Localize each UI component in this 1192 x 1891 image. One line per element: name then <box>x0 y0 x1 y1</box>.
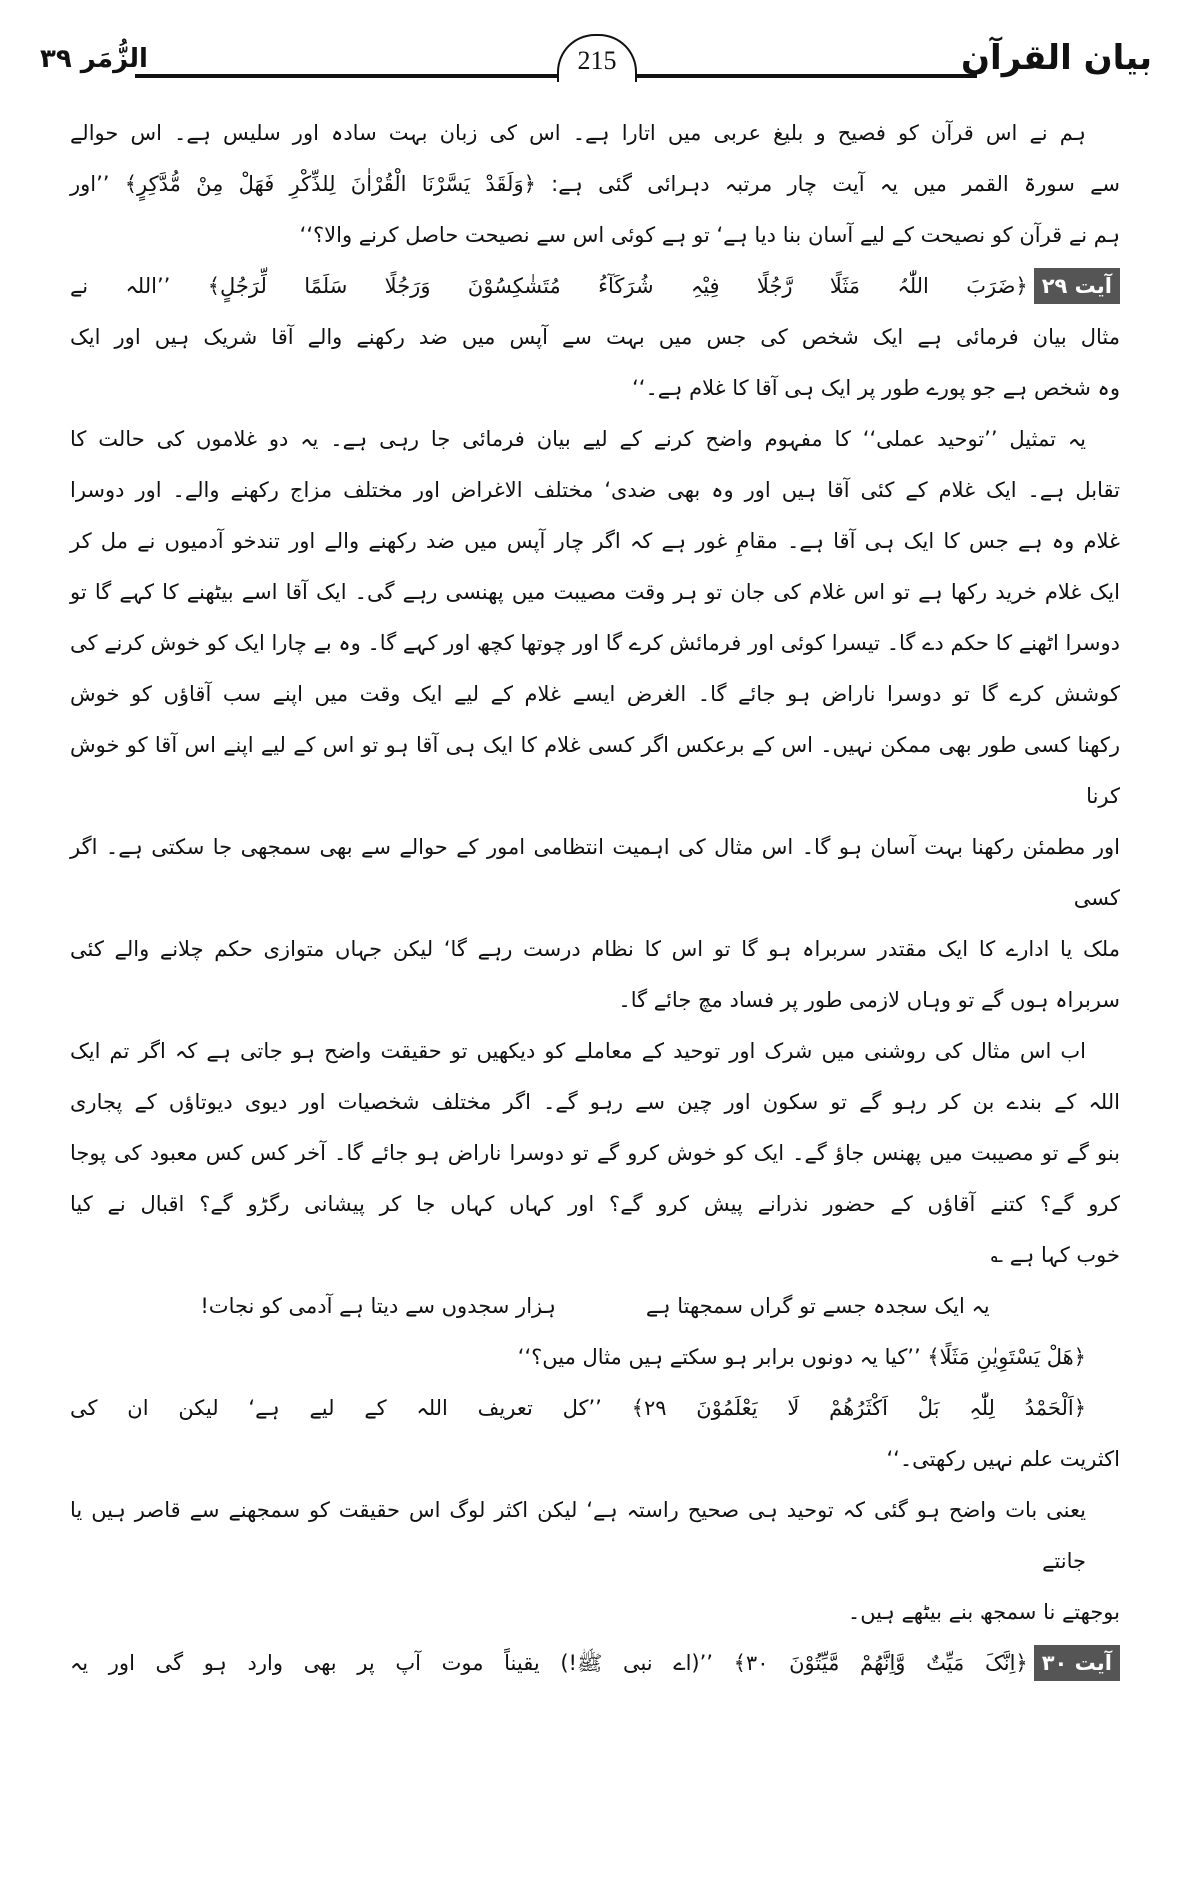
text-line <box>70 312 1120 363</box>
text-line <box>70 1332 1120 1383</box>
text-line <box>70 159 1120 210</box>
line-text: رکھنا کسی طور بھی ممکن نہیں۔ اس کے برعکس اگر کسی غلام کا ایک ہی آقا ہو تو اس کے لیے اپنے اس آقا کو خوش کرنا <box>70 733 1120 808</box>
line-text: ایک غلام خرید رکھا ہے تو اس غلام کی جان تو ہر وقت مصیبت میں پھنسی رہے گی۔ ایک آقا اسے بیٹھنے کا کہے گا تو <box>70 580 1120 604</box>
text-line <box>70 1077 1120 1128</box>
text-line <box>70 720 1120 822</box>
surah-name: الزُّمَر ۳۹ <box>40 44 148 74</box>
line-text: سربراہ ہوں گے تو وہاں لازمی طور پر فساد مچ جائے گا۔ <box>618 988 1120 1012</box>
text-line <box>70 975 1120 1026</box>
line-text: وہ شخص ہے جو پورے طور پر ایک ہی آقا کا غلام ہے۔‘‘ <box>632 376 1120 400</box>
ayah-number-badge: آیت ۳۰ <box>1034 1645 1120 1681</box>
text-line <box>70 261 1120 312</box>
line-text: یہ تمثیل ’’توحید عملی‘‘ کا مفہوم واضح کرنے کے لیے بیان فرمائی جا رہی ہے۔ یہ دو غلاموں کی حالت کا <box>70 427 1086 451</box>
text-line <box>70 363 1120 414</box>
line-text: اکثریت علم نہیں رکھتی۔‘‘ <box>886 1447 1120 1471</box>
line-text: اور مطمئن رکھنا بہت آسان ہو گا۔ اس مثال کی اہمیت انتظامی امور کے حوالے سے بھی سمجھی جا سکتی ہے۔ اگر کسی <box>70 835 1120 910</box>
text-line <box>70 1383 1120 1434</box>
line-text: غلام وہ ہے جس کا ایک ہی آقا ہے۔ مقامِ غور ہے کہ اگر چار آپس میں ضد رکھنے والے اور تندخو آدمیوں نے مل کر <box>70 529 1120 553</box>
page-header <box>40 30 1152 90</box>
text-line <box>70 1434 1120 1485</box>
text-line <box>70 108 1120 159</box>
text-line <box>70 1587 1120 1638</box>
text-line <box>70 1485 1120 1587</box>
text-line <box>70 516 1120 567</box>
line-text: یعنی بات واضح ہو گئی کہ توحید ہی صحیح راستہ ہے‘ لیکن اکثر لوگ اس حقیقت کو سمجھنے سے قاصر ہیں یا جانتے <box>70 1498 1086 1573</box>
text-line <box>70 1179 1120 1230</box>
text-line <box>70 669 1120 720</box>
text-line <box>70 414 1120 465</box>
text-line <box>70 1230 1120 1281</box>
line-text: ہم نے قرآن کو نصیحت کے لیے آسان بنا دیا ہے‘ تو ہے کوئی اس سے نصیحت حاصل کرنے والا؟‘‘ <box>299 223 1120 247</box>
text-line <box>70 465 1120 516</box>
ayah-number-badge: آیت ۲۹ <box>1034 268 1120 304</box>
line-text: ﴿ضَرَبَ اللّٰہُ مَثَلًا رَّجُلًا فِیْہِ شُرَکَآءُ مُتَشٰکِسُوْنَ وَرَجُلًا سَلَمًا لِّرَجُلٍ﴾ ’’اللہ نے <box>70 274 1028 298</box>
text-line <box>70 822 1120 924</box>
line-text: ﴿ھَلْ یَسْتَوِیٰنِ مَثَلًا﴾ ’’کیا یہ دونوں برابر ہو سکتے ہیں مثال میں؟‘‘ <box>517 1345 1086 1369</box>
text-line <box>70 618 1120 669</box>
line-text: سے سورۃ القمر میں یہ آیت چار مرتبہ دہرائی گئی ہے: ﴿وَلَقَدْ یَسَّرْنَا الْقُرْاٰنَ لِلذِّکْرِ فَھَلْ مِنْ مُّدَّکِرٍ﴾ ’’اور <box>70 172 1120 196</box>
line-text: تقابل ہے۔ ایک غلام کے کئی آقا ہیں اور وہ بھی ضدی‘ مختلف الاغراض اور مختلف مزاج رکھنے والے۔ اور دوسرا <box>70 478 1120 502</box>
line-text: مثال بیان فرمائی ہے ایک شخص کی جس میں بہت سے آپس میں ضد رکھنے والے آقا شریک ہیں اور ایک <box>70 325 1120 349</box>
line-text: ہم نے اس قرآن کو فصیح و بلیغ عربی میں اتارا ہے۔ اس کی زبان بہت سادہ اور سلیس ہے۔ اس حوالے <box>70 121 1086 145</box>
text-line <box>70 1026 1120 1077</box>
hemistich: یہ ایک سجدہ جسے تو گراں سمجھتا ہے <box>645 1294 990 1318</box>
poetry-couplet <box>70 1281 1120 1332</box>
text-line <box>70 210 1120 261</box>
header-rule <box>135 74 977 78</box>
line-text: اللہ کے بندے بن کر رہو گے تو سکون اور چین سے رہو گے۔ اگر مختلف شخصیات اور دیوی دیوتاؤں کے پجاری <box>70 1090 1120 1114</box>
line-text: بوجھتے نا سمجھ بنے بیٹھے ہیں۔ <box>847 1600 1120 1624</box>
hemistich: ہزار سجدوں سے دیتا ہے آدمی کو نجات! <box>200 1294 556 1318</box>
text-line <box>70 567 1120 618</box>
page-number: 215 <box>557 34 637 82</box>
line-text: کوشش کرے گا تو دوسرا ناراض ہو جائے گا۔ الغرض ایسے غلام کے لیے ایک وقت میں اپنے سب آقاؤں کو خوش <box>70 682 1120 706</box>
line-text: اب اس مثال کی روشنی میں شرک اور توحید کے معاملے کو دیکھیں تو حقیقت واضح ہو جاتی ہے کہ اگر تم ایک <box>70 1039 1086 1063</box>
book-title: بیان القرآن <box>961 38 1152 78</box>
line-text: ﴿اَلْحَمْدُ لِلّٰہِ بَلْ اَکْثَرُھُمْ لَا یَعْلَمُوْنَ ۲۹﴾ ’’کل تعریف اللہ کے لیے ہے‘ لیکن ان کی <box>70 1396 1086 1420</box>
line-text: ﴿اِنَّکَ مَیِّتٌ وَّاِنَّھُمْ مَّیِّتُوْنَ ۳۰﴾ ’’(اے نبی ﷺ!) یقیناً موت آپ پر بھی وارد ہو گی اور یہ <box>70 1651 1028 1675</box>
text-line <box>70 924 1120 975</box>
line-text: بنو گے تو مصیبت میں پھنس جاؤ گے۔ ایک کو خوش کرو گے تو دوسرا ناراض ہو جائے گا۔ آخر کس کس معبود کی پوجا <box>70 1141 1120 1165</box>
text-line <box>70 1128 1120 1179</box>
line-text: کرو گے؟ کتنے آقاؤں کے حضور نذرانے پیش کرو گے؟ اور کہاں کہاں جا کر پیشانی رگڑو گے؟ اقبال نے کیا <box>70 1192 1120 1216</box>
line-text: خوب کہا ہے ؎ <box>990 1243 1120 1267</box>
line-text: ملک یا ادارے کا ایک مقتدر سربراہ ہو گا تو اس کا نظام درست رہے گا‘ لیکن جہاں متوازی حکم چلانے والے کئی <box>70 937 1120 961</box>
line-text: دوسرا اٹھنے کا حکم دے گا۔ تیسرا کوئی اور فرمائش کرے گا اور چوتھا کچھ اور کہے گا۔ وہ بے چارا ایک کو خوش کرنے کی <box>70 631 1120 655</box>
text-line <box>70 1638 1120 1689</box>
page-body <box>70 108 1120 1689</box>
